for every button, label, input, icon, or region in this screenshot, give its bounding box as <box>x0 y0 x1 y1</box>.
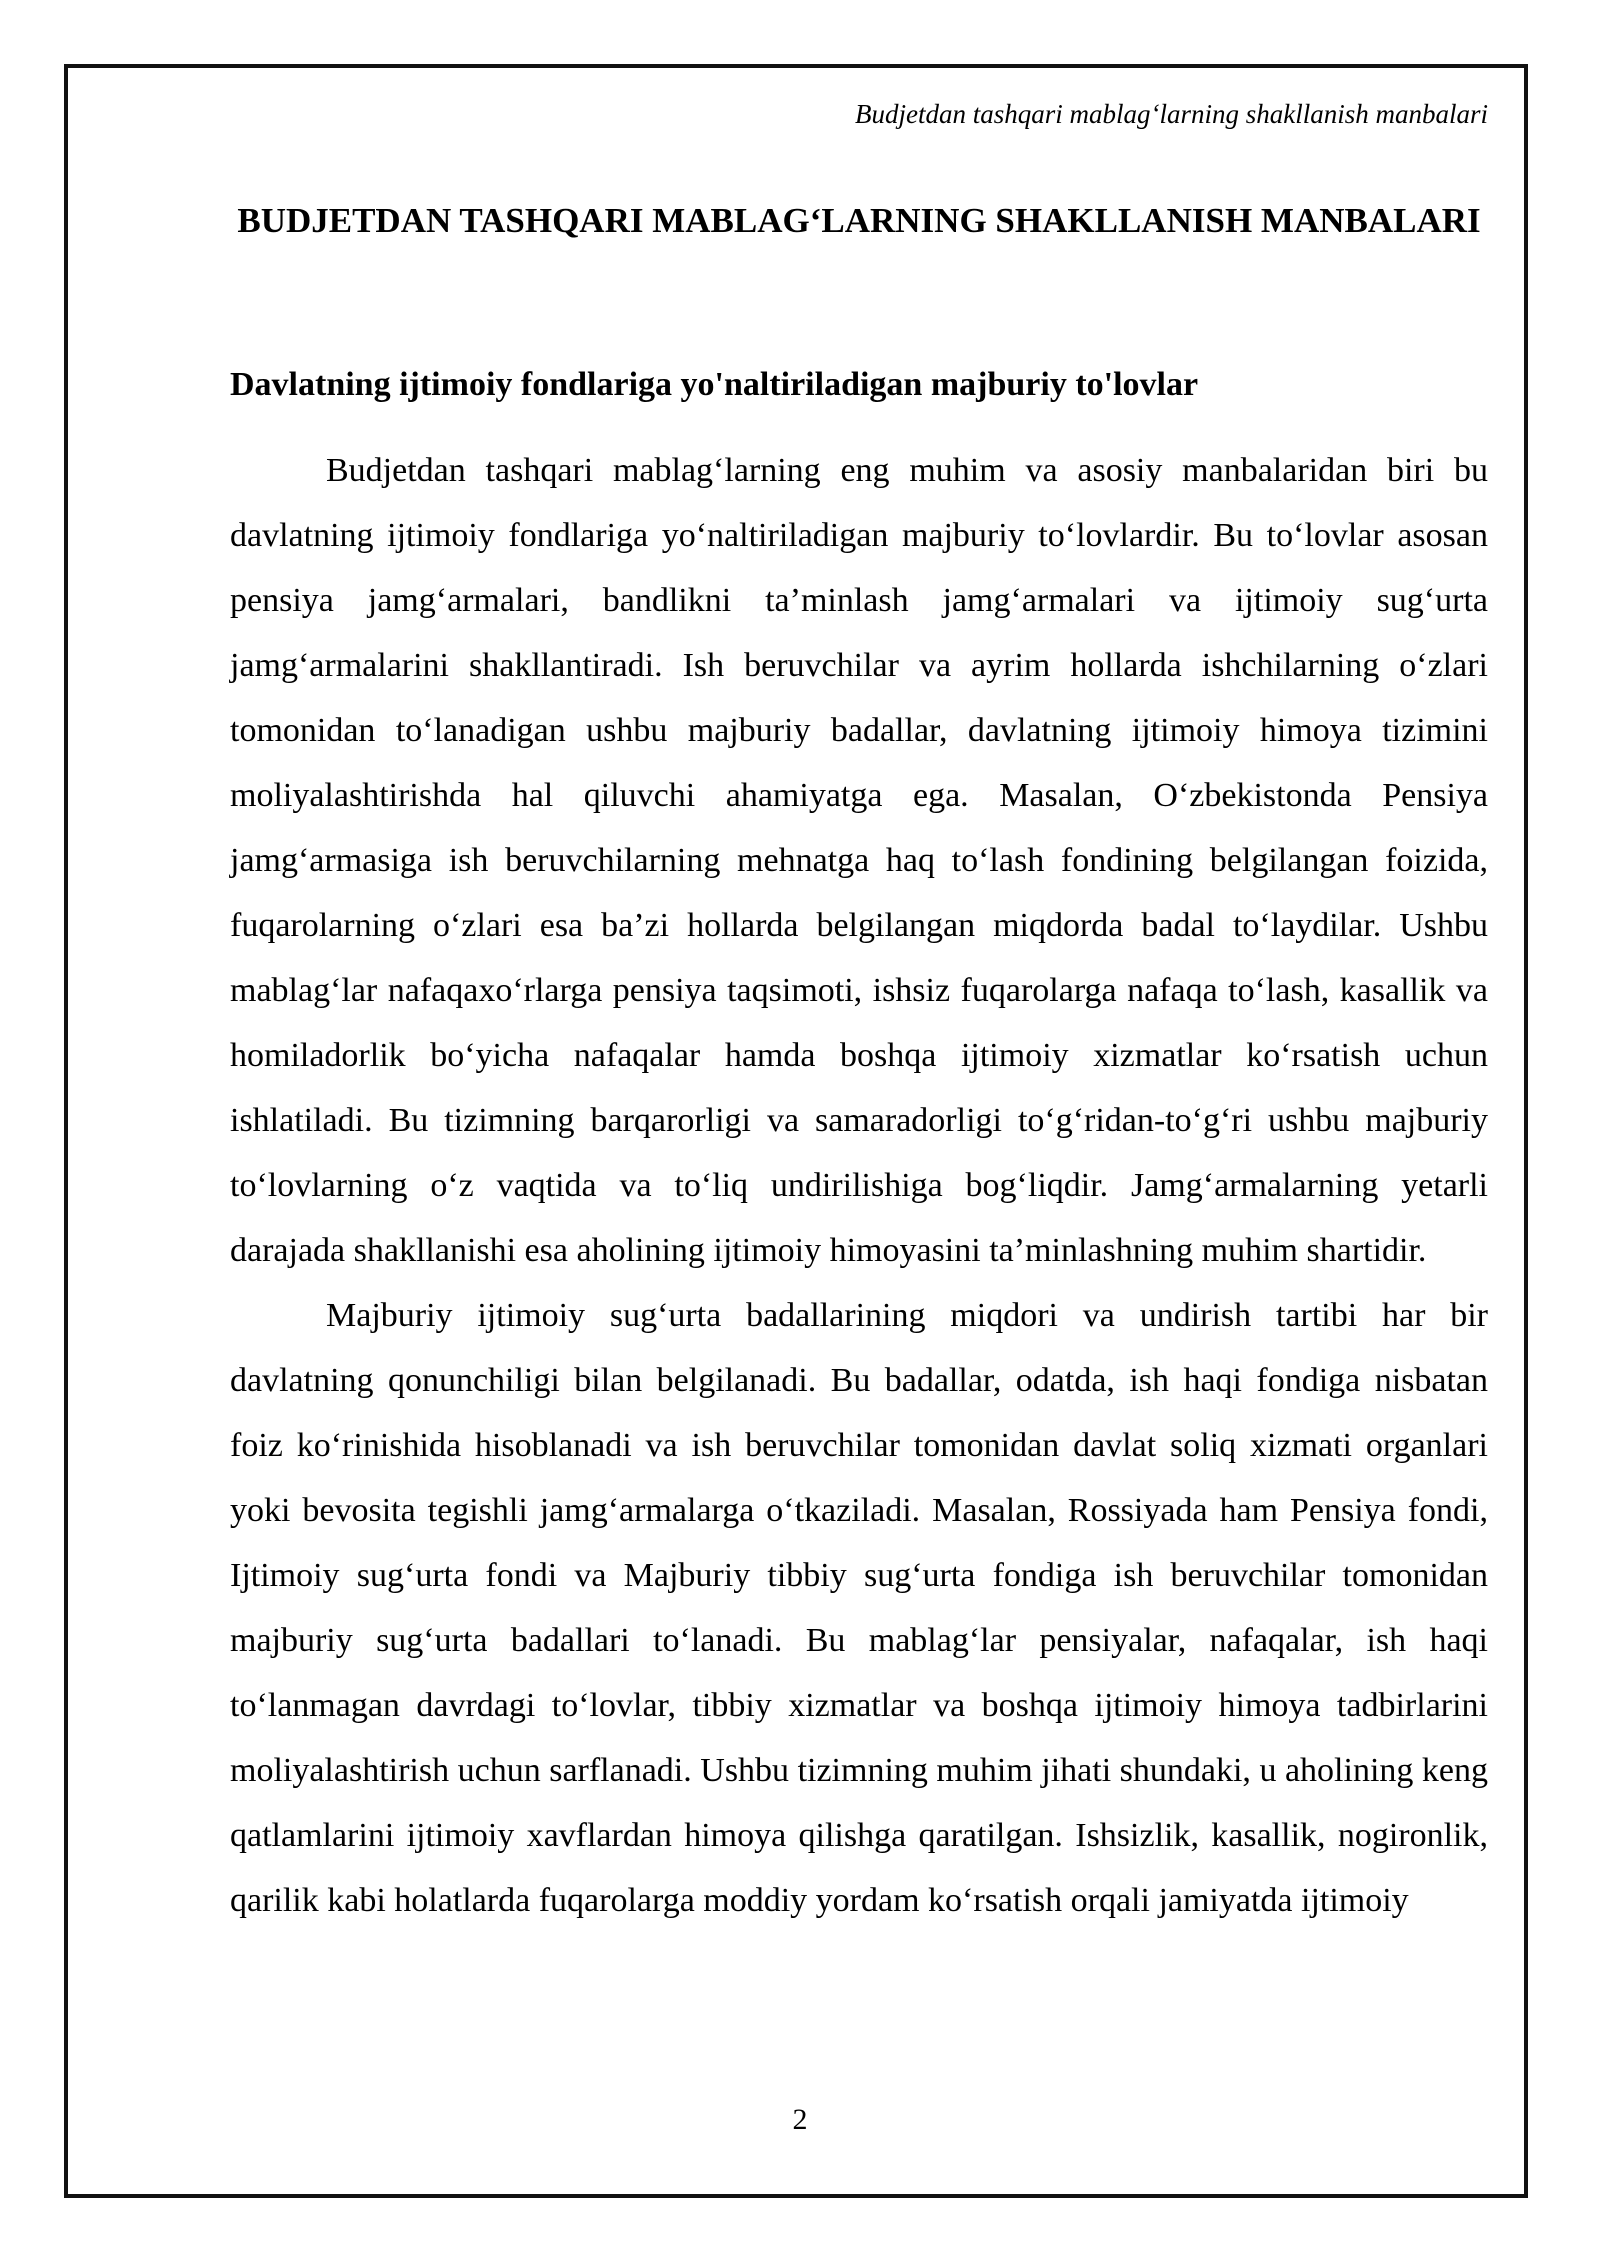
document-title: BUDJETDAN TASHQARI MABLAG‘LARNING SHAKLLANISH MANBALARI <box>237 201 1481 240</box>
body-text <box>230 438 1488 1933</box>
running-header: Budjetdan tashqari mablag‘larning shakllanish manbalari <box>854 99 1488 129</box>
page-number: 2 <box>792 2103 808 2136</box>
paragraph: Budjetdan tashqari mablag‘larning eng muhim va asosiy manbalaridan biri bu davlatning ijtimoiy fondlariga yo‘naltiriladigan majburiy to‘lovlardir. Bu to‘lovlar asosan pensiya jamg‘armalari, bandlikni ta’minlash jamg‘armalari va ijtimoiy sug‘urta jamg‘armalarini shakllantiradi. Ish beruvchilar va ayrim hollarda ishchilarning o‘zlari tomonidan to‘lanadigan ushbu majburiy badallar, davlatning ijtimoiy himoya tizimini moliyalashtirishda hal qiluvchi ahamiyatga ega. Masalan, O‘zbekistonda Pensiya jamg‘armasiga ish beruvchilarning mehnatga haq to‘lash fondining belgilangan foizida, fuqarolarning o‘zlari esa ba’zi hollarda belgilangan miqdorda badal to‘laydilar. Ushbu mablag‘lar nafaqaxo‘rlarga pensiya taqsimoti, ishsiz fuqarolarga nafaqa to‘lash, kasallik va homiladorlik bo‘yicha nafaqalar hamda boshqa ijtimoiy xizmatlar ko‘rsatish uchun ishlatiladi. Bu tizimning barqarorligi va samaradorligi to‘g‘ridan-to‘g‘ri ushbu majburiy to‘lovlarning o‘z vaqtida va to‘liq undirilishiga bog‘liqdir. Jamg‘armalarning yetarli darajada shakllanishi esa aholining ijtimoiy himoyasini ta’minlashning muhim shartidir. <box>230 452 1488 1269</box>
paragraph: Majburiy ijtimoiy sug‘urta badallarining miqdori va undirish tartibi har bir davlatning qonunchiligi bilan belgilanadi. Bu badallar, odatda, ish haqi fondiga nisbatan foiz ko‘rinishida hisoblanadi va ish beruvchilar tomonidan davlat soliq xizmati organlari yoki bevosita tegishli jamg‘armalarga o‘tkaziladi. Masalan, Rossiyada ham Pensiya fondi, Ijtimoiy sug‘urta fondi va Majburiy tibbiy sug‘urta fondiga ish beruvchilar tomonidan majburiy sug‘urta badallari to‘lanadi. Bu mablag‘lar pensiyalar, nafaqalar, ish haqi to‘lanmagan davrdagi to‘lovlar, tibbiy xizmatlar va boshqa ijtimoiy himoya tadbirlarini moliyalashtirish uchun sarflanadi. Ushbu tizimning muhim jihati shundaki, u aholining keng qatlamlarini ijtimoiy xavflardan himoya qilishga qaratilgan. Ishsizlik, kasallik, nogironlik, qarilik kabi holatlarda fuqarolarga moddiy yordam ko‘rsatish orqali jamiyatda ijtimoiy <box>230 1297 1488 1919</box>
section-heading: Davlatning ijtimoiy fondlariga yo'naltiriladigan majburiy to'lovlar <box>230 366 1199 403</box>
